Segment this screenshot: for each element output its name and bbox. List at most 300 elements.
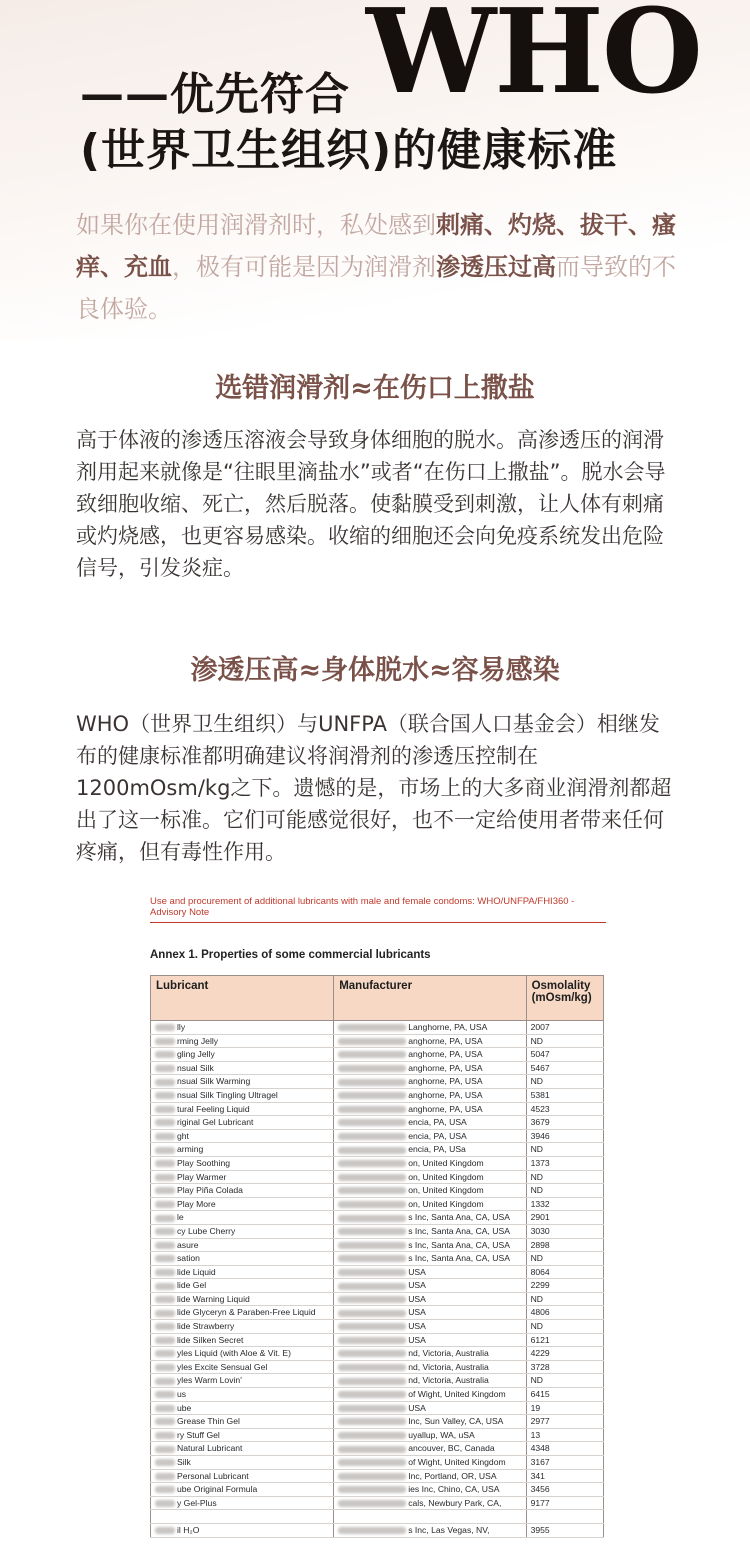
redacted-blur bbox=[155, 1147, 175, 1154]
cell-text: anghorne, PA, USA bbox=[408, 1049, 483, 1060]
cell-text: 3456 bbox=[530, 1484, 550, 1495]
lubricant-table bbox=[150, 975, 604, 1538]
redacted-blur bbox=[338, 1106, 406, 1113]
manufacturer-cell bbox=[334, 1483, 526, 1497]
redacted-blur bbox=[338, 1215, 406, 1222]
table-row bbox=[151, 1388, 604, 1402]
cell-text: USA bbox=[408, 1334, 426, 1345]
cell-text: rming Jelly bbox=[177, 1035, 219, 1046]
lubricant-cell bbox=[151, 1184, 334, 1198]
redacted-blur bbox=[338, 1024, 406, 1031]
lubricant-cell bbox=[151, 1102, 334, 1116]
table-row bbox=[151, 1102, 604, 1116]
cell-text: 4229 bbox=[530, 1348, 550, 1359]
cell-text: 3728 bbox=[530, 1361, 550, 1372]
redacted-blur bbox=[338, 1228, 406, 1235]
cell-text: 19 bbox=[530, 1402, 541, 1413]
lubricant-cell bbox=[151, 1061, 334, 1075]
cell-text: Play Warmer bbox=[177, 1171, 227, 1182]
manufacturer-cell bbox=[334, 1469, 526, 1483]
document-header: Use and procurement of additional lubricants with male and female condoms: WHO/UNFPA/FHI360 - Advisory Note bbox=[150, 896, 606, 923]
cell-text: of Wight, United Kingdom bbox=[408, 1457, 506, 1467]
cell-text: y Gel-Plus bbox=[177, 1497, 217, 1508]
redacted-blur bbox=[338, 1378, 406, 1385]
cell-text: s Inc, Las Vegas, NV, bbox=[408, 1524, 490, 1535]
lubricant-cell bbox=[151, 1469, 334, 1483]
cell-text: 8064 bbox=[530, 1266, 550, 1277]
table-row bbox=[151, 1197, 604, 1211]
redacted-blur bbox=[338, 1446, 406, 1453]
lubricant-cell bbox=[151, 1238, 334, 1252]
cell-text: USA bbox=[408, 1266, 426, 1277]
cell-text: anghorne, PA, USA bbox=[408, 1076, 483, 1087]
redacted-blur bbox=[155, 1160, 175, 1167]
cell-text: lide Strawberry bbox=[177, 1321, 235, 1332]
redacted-blur bbox=[155, 1323, 175, 1330]
redacted-blur bbox=[155, 1133, 175, 1140]
cell-text: yles Warm Lovin' bbox=[177, 1375, 242, 1386]
osmolality-cell bbox=[526, 1483, 603, 1497]
osmolality-cell bbox=[526, 1075, 603, 1089]
lubricant-cell bbox=[151, 1021, 334, 1035]
table-row bbox=[151, 1170, 604, 1184]
cell-text: anghorne, PA, USA bbox=[408, 1089, 483, 1100]
redacted-blur bbox=[155, 1065, 175, 1072]
redacted-blur bbox=[338, 1255, 406, 1262]
table-row bbox=[151, 1306, 604, 1320]
manufacturer-cell bbox=[334, 1116, 526, 1130]
lubricant-cell bbox=[151, 1279, 334, 1293]
lubricant-cell bbox=[151, 1388, 334, 1402]
lubricant-cell bbox=[151, 1224, 334, 1238]
osmolality-cell bbox=[526, 1156, 603, 1170]
osmolality-cell bbox=[526, 1469, 603, 1483]
redacted-blur bbox=[338, 1283, 406, 1290]
cell-text: ND bbox=[530, 1185, 543, 1196]
redacted-blur bbox=[338, 1174, 406, 1181]
table-row bbox=[151, 1279, 604, 1293]
lubricant-cell bbox=[151, 1034, 334, 1048]
osmolality-cell bbox=[526, 1320, 603, 1334]
table-row bbox=[151, 1333, 604, 1347]
redacted-blur bbox=[338, 1310, 406, 1317]
manufacturer-cell bbox=[334, 1129, 526, 1143]
cell-text: nd, Victoria, Australia bbox=[408, 1348, 489, 1359]
intro-paragraph bbox=[76, 204, 686, 330]
osmolality-cell bbox=[526, 1401, 603, 1415]
cell-text: Natural Lubricant bbox=[177, 1443, 243, 1454]
intro-text-3: 而导致的不良体验。 bbox=[76, 253, 676, 323]
redacted-blur bbox=[338, 1527, 406, 1534]
cell-text: yles Liquid (with Aloe & Vit. E) bbox=[177, 1348, 292, 1359]
lubricant-cell bbox=[151, 1292, 334, 1306]
table-row bbox=[151, 1360, 604, 1374]
cell-text: 5381 bbox=[530, 1089, 550, 1100]
osmolality-cell bbox=[526, 1143, 603, 1157]
redacted-blur bbox=[155, 1364, 175, 1371]
cell-text: nsual Silk Tingling Ultragel bbox=[177, 1089, 278, 1100]
cell-text: USA bbox=[408, 1280, 426, 1291]
redacted-blur bbox=[338, 1391, 406, 1398]
cell-text: Inc, Sun Valley, CA, USA bbox=[408, 1416, 504, 1427]
redacted-blur bbox=[155, 1255, 175, 1262]
manufacturer-cell bbox=[334, 1102, 526, 1116]
osmolality-cell bbox=[526, 1265, 603, 1279]
osmolality-cell bbox=[526, 1456, 603, 1470]
cell-text: lide Liquid bbox=[177, 1266, 216, 1277]
table-row bbox=[151, 1483, 604, 1497]
manufacturer-cell bbox=[334, 1184, 526, 1198]
cell-text: ND bbox=[530, 1035, 543, 1046]
table-row bbox=[151, 1496, 604, 1510]
lubricant-cell bbox=[151, 1265, 334, 1279]
lubricant-cell bbox=[151, 1197, 334, 1211]
manufacturer-cell bbox=[334, 1265, 526, 1279]
cell-text: Personal Lubricant bbox=[177, 1470, 249, 1481]
cell-text: 341 bbox=[530, 1470, 545, 1481]
osmolality-cell bbox=[526, 1510, 603, 1524]
intro-text-2: ，极有可能是因为润滑剂 bbox=[172, 253, 436, 281]
lubricant-cell bbox=[151, 1510, 334, 1524]
section1-heading: 选错润滑剂≈在伤口上撒盐 bbox=[215, 373, 535, 404]
lubricant-cell bbox=[151, 1456, 334, 1470]
osmolality-cell bbox=[526, 1088, 603, 1102]
redacted-blur bbox=[155, 1269, 175, 1276]
osmolality-cell bbox=[526, 1333, 603, 1347]
manufacturer-cell bbox=[334, 1347, 526, 1361]
cell-text: 2977 bbox=[530, 1416, 550, 1427]
lubricant-cell bbox=[151, 1523, 334, 1537]
cell-text: 4523 bbox=[530, 1103, 550, 1114]
cell-text: s Inc, Santa Ana, CA, USA bbox=[408, 1253, 510, 1264]
table-row bbox=[151, 1252, 604, 1266]
manufacturer-cell bbox=[334, 1306, 526, 1320]
cell-text: on, United Kingdom bbox=[408, 1157, 484, 1168]
manufacturer-cell bbox=[334, 1333, 526, 1347]
cell-text: USA bbox=[408, 1293, 426, 1304]
cell-text: on, United Kingdom bbox=[408, 1185, 484, 1196]
cell-text: 4348 bbox=[530, 1443, 550, 1454]
cell-text: 6415 bbox=[530, 1389, 550, 1400]
table-row bbox=[151, 1401, 604, 1415]
cell-text: gling Jelly bbox=[177, 1049, 215, 1060]
redacted-blur bbox=[338, 1323, 406, 1330]
cell-text: USA bbox=[408, 1321, 426, 1332]
redacted-blur bbox=[338, 1350, 406, 1357]
cell-text: nd, Victoria, Australia bbox=[408, 1361, 489, 1372]
osmolality-cell bbox=[526, 1184, 603, 1198]
redacted-blur bbox=[155, 1228, 175, 1235]
column-header-lubricant: Lubricant bbox=[151, 976, 334, 1021]
cell-text: il H₂O bbox=[177, 1524, 200, 1535]
table-row bbox=[151, 1156, 604, 1170]
osmolality-cell bbox=[526, 1021, 603, 1035]
manufacturer-cell bbox=[334, 1496, 526, 1510]
intro-bold-osmolality: 渗透压过高 bbox=[436, 252, 556, 281]
table-row bbox=[151, 1061, 604, 1075]
cell-text: of Wight, United Kingdom bbox=[408, 1389, 506, 1400]
osmolality-cell bbox=[526, 1496, 603, 1510]
cell-text: Silk bbox=[177, 1457, 191, 1467]
cell-text: riginal Gel Lubricant bbox=[177, 1117, 254, 1128]
redacted-blur bbox=[338, 1364, 406, 1371]
lubricant-cell bbox=[151, 1306, 334, 1320]
redacted-blur bbox=[338, 1201, 406, 1208]
cell-text: ND bbox=[530, 1375, 543, 1386]
manufacturer-cell bbox=[334, 1279, 526, 1293]
osmolality-cell bbox=[526, 1388, 603, 1402]
osmolality-cell bbox=[526, 1102, 603, 1116]
manufacturer-cell bbox=[334, 1211, 526, 1225]
manufacturer-cell bbox=[334, 1034, 526, 1048]
intro-bold-symptoms: 刺痛、灼烧、拔干、瘙痒、充血 bbox=[76, 210, 676, 281]
lubricant-cell bbox=[151, 1374, 334, 1388]
redacted-blur bbox=[338, 1147, 406, 1154]
redacted-blur bbox=[155, 1215, 175, 1222]
redacted-blur bbox=[155, 1350, 175, 1357]
redacted-blur bbox=[155, 1432, 175, 1439]
redacted-blur bbox=[155, 1391, 175, 1398]
redacted-blur bbox=[155, 1473, 175, 1480]
osmolality-cell bbox=[526, 1428, 603, 1442]
lubricant-cell bbox=[151, 1428, 334, 1442]
column-header-osmolality: Osmolality (mOsm/kg) bbox=[526, 976, 603, 1021]
table-row bbox=[151, 1021, 604, 1035]
redacted-blur bbox=[338, 1432, 406, 1439]
redacted-blur bbox=[155, 1174, 175, 1181]
table-row bbox=[151, 1048, 604, 1062]
redacted-blur bbox=[155, 1201, 175, 1208]
redacted-blur bbox=[338, 1459, 406, 1466]
manufacturer-cell bbox=[334, 1238, 526, 1252]
cell-text: cy Lube Cherry bbox=[177, 1225, 236, 1236]
cell-text: yles Excite Sensual Gel bbox=[177, 1361, 268, 1372]
cell-text: ND bbox=[530, 1321, 543, 1332]
cell-text: nd, Victoria, Australia bbox=[408, 1375, 489, 1386]
table-row bbox=[151, 1211, 604, 1225]
cell-text: s Inc, Santa Ana, CA, USA bbox=[408, 1212, 510, 1223]
cell-text: on, United Kingdom bbox=[408, 1171, 484, 1182]
lubricant-cell bbox=[151, 1211, 334, 1225]
manufacturer-cell bbox=[334, 1415, 526, 1429]
lubricant-cell bbox=[151, 1333, 334, 1347]
cell-text: USA bbox=[408, 1307, 426, 1318]
redacted-blur bbox=[338, 1038, 406, 1045]
lubricant-cell bbox=[151, 1170, 334, 1184]
manufacturer-cell bbox=[334, 1320, 526, 1334]
cell-text: 4806 bbox=[530, 1307, 550, 1318]
lubricant-cell bbox=[151, 1320, 334, 1334]
who-document-excerpt bbox=[150, 896, 610, 1538]
redacted-blur bbox=[338, 1079, 406, 1086]
cell-text: ght bbox=[177, 1130, 189, 1141]
redacted-blur bbox=[155, 1106, 175, 1113]
cell-text: 1373 bbox=[530, 1157, 550, 1168]
lubricant-cell bbox=[151, 1075, 334, 1089]
redacted-blur bbox=[155, 1378, 175, 1385]
cell-text: ube Original Formula bbox=[177, 1484, 258, 1495]
cell-text: Play Soothing bbox=[177, 1157, 231, 1168]
redacted-blur bbox=[155, 1446, 175, 1453]
cell-text: 2901 bbox=[530, 1212, 550, 1223]
title-first-line bbox=[80, 0, 740, 120]
redacted-blur bbox=[155, 1283, 175, 1290]
cell-text: lly bbox=[177, 1022, 186, 1032]
table-row bbox=[151, 1442, 604, 1456]
cell-text: uyallup, WA, uSA bbox=[408, 1429, 475, 1440]
manufacturer-cell bbox=[334, 1510, 526, 1524]
cell-text: 9177 bbox=[530, 1497, 550, 1508]
cell-text: 2299 bbox=[530, 1280, 550, 1291]
cell-text: lide Gel bbox=[177, 1280, 207, 1291]
manufacturer-cell bbox=[334, 1360, 526, 1374]
cell-text: anghorne, PA, USA bbox=[408, 1103, 483, 1114]
title-who: WHO bbox=[366, 0, 701, 120]
cell-text: lide Silken Secret bbox=[177, 1334, 244, 1345]
cell-text: encia, PA, USA bbox=[408, 1117, 467, 1128]
table-row bbox=[151, 1034, 604, 1048]
cell-text: anghorne, PA, USA bbox=[408, 1035, 483, 1046]
cell-text: 3030 bbox=[530, 1225, 550, 1236]
lubricant-cell bbox=[151, 1483, 334, 1497]
osmolality-cell bbox=[526, 1523, 603, 1537]
redacted-blur bbox=[338, 1092, 406, 1099]
redacted-blur bbox=[338, 1051, 406, 1058]
osmolality-cell bbox=[526, 1129, 603, 1143]
osmolality-cell bbox=[526, 1279, 603, 1293]
manufacturer-cell bbox=[334, 1456, 526, 1470]
osmolality-cell bbox=[526, 1211, 603, 1225]
cell-text: 6121 bbox=[530, 1334, 550, 1345]
table-row bbox=[151, 1184, 604, 1198]
osmolality-cell bbox=[526, 1061, 603, 1075]
cell-text: lide Glyceryn & Paraben-Free Liquid bbox=[177, 1307, 316, 1318]
redacted-blur bbox=[155, 1500, 175, 1507]
redacted-blur bbox=[155, 1527, 175, 1534]
cell-text: 13 bbox=[530, 1429, 541, 1440]
redacted-blur bbox=[155, 1079, 175, 1086]
redacted-blur bbox=[338, 1065, 406, 1072]
osmolality-cell bbox=[526, 1048, 603, 1062]
lubricant-cell bbox=[151, 1401, 334, 1415]
cell-text: 3167 bbox=[530, 1457, 550, 1467]
cell-text: USA bbox=[408, 1402, 426, 1413]
redacted-blur bbox=[155, 1024, 175, 1031]
table-row bbox=[151, 1224, 604, 1238]
table-row bbox=[151, 1374, 604, 1388]
osmolality-cell bbox=[526, 1238, 603, 1252]
redacted-blur bbox=[155, 1418, 175, 1425]
redacted-blur bbox=[338, 1133, 406, 1140]
redacted-blur bbox=[338, 1500, 406, 1507]
table-row bbox=[151, 1116, 604, 1130]
cell-text: le bbox=[177, 1212, 184, 1223]
cell-text: cals, Newbury Park, CA, bbox=[408, 1497, 502, 1508]
manufacturer-cell bbox=[334, 1374, 526, 1388]
lubricant-cell bbox=[151, 1156, 334, 1170]
lubricant-cell bbox=[151, 1347, 334, 1361]
table-row bbox=[151, 1238, 604, 1252]
manufacturer-cell bbox=[334, 1292, 526, 1306]
section2-heading: 渗透压高≈身体脱水≈容易感染 bbox=[190, 655, 560, 686]
redacted-blur bbox=[155, 1486, 175, 1493]
lubricant-cell bbox=[151, 1129, 334, 1143]
osmolality-cell bbox=[526, 1170, 603, 1184]
manufacturer-cell bbox=[334, 1143, 526, 1157]
cell-text: sation bbox=[177, 1253, 200, 1264]
section1-body: 高于体液的渗透压溶液会导致身体细胞的脱水。高渗透压的润滑剂用起来就像是“往眼里滴盐水”或者“在伤口上撒盐”。脱水会导致细胞收缩、死亡，然后脱落。使黏膜受到刺激，让人体有刺痛或灼烧感，也更容易感染。收缩的细胞还会向免疫系统发出危险信号，引发炎症。 bbox=[76, 428, 666, 580]
manufacturer-cell bbox=[334, 1061, 526, 1075]
cell-text: ND bbox=[530, 1144, 543, 1155]
osmolality-cell bbox=[526, 1252, 603, 1266]
redacted-blur bbox=[338, 1187, 406, 1194]
osmolality-cell bbox=[526, 1360, 603, 1374]
redacted-blur bbox=[155, 1051, 175, 1058]
redacted-blur bbox=[155, 1459, 175, 1466]
redacted-blur bbox=[155, 1242, 175, 1249]
redacted-blur bbox=[338, 1486, 406, 1493]
redacted-blur bbox=[338, 1337, 406, 1344]
cell-text: ND bbox=[530, 1076, 543, 1087]
manufacturer-cell bbox=[334, 1388, 526, 1402]
osmolality-cell bbox=[526, 1116, 603, 1130]
cell-text: 3946 bbox=[530, 1130, 550, 1141]
redacted-blur bbox=[155, 1310, 175, 1317]
cell-text: arming bbox=[177, 1144, 204, 1155]
manufacturer-cell bbox=[334, 1021, 526, 1035]
manufacturer-cell bbox=[334, 1075, 526, 1089]
osmolality-cell bbox=[526, 1197, 603, 1211]
lubricant-cell bbox=[151, 1252, 334, 1266]
table-row bbox=[151, 1292, 604, 1306]
cell-text: on, United Kingdom bbox=[408, 1198, 484, 1209]
lubricant-cell bbox=[151, 1116, 334, 1130]
lubricant-cell bbox=[151, 1442, 334, 1456]
cell-text: Grease Thin Gel bbox=[177, 1416, 240, 1427]
table-row bbox=[151, 1320, 604, 1334]
redacted-blur bbox=[155, 1296, 175, 1303]
cell-text: nsual Silk Warming bbox=[177, 1076, 251, 1087]
cell-text: ND bbox=[530, 1293, 543, 1304]
cell-text: 3955 bbox=[530, 1524, 550, 1535]
table-row bbox=[151, 1456, 604, 1470]
lubricant-cell bbox=[151, 1143, 334, 1157]
manufacturer-cell bbox=[334, 1252, 526, 1266]
column-header-manufacturer: Manufacturer bbox=[334, 976, 526, 1021]
cell-text: 2007 bbox=[530, 1022, 550, 1032]
cell-text: Inc, Portland, OR, USA bbox=[408, 1470, 497, 1481]
osmolality-cell bbox=[526, 1415, 603, 1429]
lubricant-cell bbox=[151, 1496, 334, 1510]
cell-text: 5047 bbox=[530, 1049, 550, 1060]
cell-text: 2898 bbox=[530, 1239, 550, 1250]
document-annex-title: Annex 1. Properties of some commercial lubricants bbox=[150, 949, 431, 961]
table-row bbox=[151, 1428, 604, 1442]
title-second-line: (世界卫生组织)的健康标准 bbox=[80, 125, 618, 176]
cell-text: Langhorne, PA, USA bbox=[408, 1022, 488, 1032]
lubricant-cell bbox=[151, 1360, 334, 1374]
section2-body: WHO（世界卫生组织）与UNFPA（联合国人口基金会）相继发布的健康标准都明确建议将润滑剂的渗透压控制在1200mOsm/kg之下。遗憾的是，市场上的大多商业润滑剂都超出了这一标准。它们可能感觉很好，也不一定给使用者带来任何疼痛，但有毒性作用。 bbox=[76, 712, 672, 864]
table-row bbox=[151, 1415, 604, 1429]
osmolality-cell bbox=[526, 1306, 603, 1320]
cell-text: 5467 bbox=[530, 1062, 550, 1073]
intro-text-1: 如果你在使用润滑剂时，私处感到 bbox=[76, 211, 436, 239]
redacted-blur bbox=[338, 1160, 406, 1167]
osmolality-cell bbox=[526, 1442, 603, 1456]
cell-text: encia, PA, USa bbox=[408, 1144, 466, 1155]
lubricant-cell bbox=[151, 1048, 334, 1062]
cell-text: asure bbox=[177, 1239, 199, 1250]
